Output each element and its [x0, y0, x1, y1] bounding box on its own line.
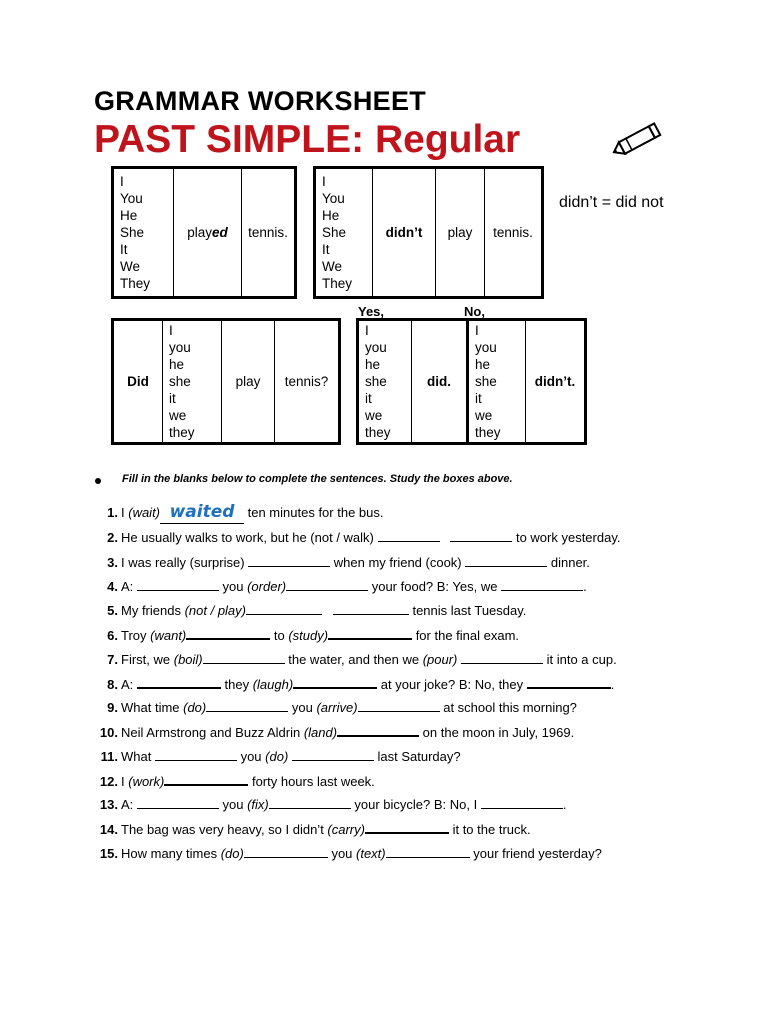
pronoun: you	[365, 340, 387, 355]
sentence-text: A:	[121, 579, 137, 594]
answer-blank[interactable]	[386, 845, 470, 858]
sentence-number: 2.	[107, 530, 118, 545]
sentence-text: last Saturday?	[373, 749, 461, 764]
sentence-15	[92, 845, 602, 861]
pronoun: they	[169, 425, 195, 440]
sentence-text: The bag was very heavy, so I didn’t	[121, 822, 328, 837]
answer-blank[interactable]	[286, 578, 368, 591]
pronoun: I	[365, 323, 369, 338]
sentence-text: forty hours last week.	[248, 774, 375, 789]
verb-cue: (boil)	[173, 652, 203, 667]
answer-blank[interactable]	[481, 796, 563, 809]
sentence-text: What	[121, 749, 155, 764]
sentence-number: 1.	[107, 505, 118, 520]
negative-pronouns	[315, 168, 373, 298]
pronoun: They	[322, 276, 353, 291]
answer-blank[interactable]: waited	[160, 505, 244, 524]
sentence-text: dinner.	[547, 555, 590, 570]
sentence-text: you	[218, 797, 248, 812]
sentence-text: to	[270, 628, 289, 643]
verb-cue: (carry)	[327, 822, 365, 837]
answer-blank[interactable]	[269, 796, 351, 809]
answer-blank[interactable]	[465, 554, 547, 567]
sentence-number: 5.	[107, 603, 118, 618]
negative-verb: play	[436, 168, 485, 298]
sentence-number: 9.	[107, 700, 118, 715]
sentence-text: you	[288, 700, 317, 715]
answer-blank[interactable]	[137, 796, 219, 809]
sentence-text: your food? B: Yes, we	[368, 579, 502, 594]
question-table	[111, 318, 341, 445]
sentence-text: .	[610, 677, 615, 692]
sentence-12	[92, 772, 375, 789]
sentence-text: you	[327, 846, 357, 861]
pronoun: it	[475, 391, 482, 406]
answer-blank[interactable]	[501, 578, 583, 591]
pronoun: you	[169, 340, 191, 355]
sentence-text: the water, and then we	[284, 652, 423, 667]
pronoun: She	[322, 225, 347, 240]
sentence-text: on the moon in July, 1969.	[419, 725, 575, 740]
worksheet-title: GRAMMAR WORKSHEET	[94, 86, 427, 116]
answer-blank[interactable]	[450, 529, 512, 542]
pronoun: we	[475, 408, 493, 423]
pronoun: He	[322, 208, 340, 223]
verb-cue: (not / play)	[184, 603, 246, 618]
sentence-8	[92, 675, 614, 692]
sentence-text: at school this morning?	[439, 700, 577, 715]
answer-blank[interactable]	[378, 529, 440, 542]
sentence-number: 7.	[107, 652, 118, 667]
pronoun: it	[169, 391, 176, 406]
answer-blank[interactable]	[246, 602, 322, 615]
sentence-number: 3.	[107, 555, 118, 570]
sentence-text: to work yesterday.	[512, 530, 621, 545]
pronoun: you	[475, 340, 497, 355]
sentence-text: A:	[121, 677, 137, 692]
sentence-text: tennis last Tuesday.	[408, 603, 527, 618]
verb-cue: (want)	[150, 628, 187, 643]
sentence-number: 8.	[107, 677, 118, 692]
pronoun: I	[475, 323, 479, 338]
yes-aux: did.	[412, 320, 468, 444]
question-object: tennis?	[275, 320, 340, 444]
verb-cue: (order)	[247, 579, 287, 594]
pronoun: they	[475, 425, 501, 440]
sentence-text: He usually walks to work, but he (not / walk)	[121, 530, 378, 545]
pronoun: he	[475, 357, 491, 372]
negative-table	[313, 166, 544, 299]
pronoun: it	[365, 391, 372, 406]
sentence-text: Troy	[121, 628, 151, 643]
sentence-1	[92, 502, 384, 524]
answer-blank[interactable]	[164, 772, 248, 786]
verb-suffix: ed	[212, 225, 228, 240]
answer-blank[interactable]	[293, 675, 377, 689]
sentence-2	[92, 529, 620, 545]
pronoun: It	[322, 242, 330, 257]
answer-blank[interactable]	[365, 820, 449, 834]
verb-cue: (do)	[183, 700, 207, 715]
verb-cue: (land)	[303, 725, 338, 740]
sentence-3	[92, 554, 590, 570]
pronoun: we	[169, 408, 187, 423]
pronoun: You	[322, 191, 345, 206]
sentence-text: you	[236, 749, 266, 764]
answer-blank[interactable]	[461, 651, 543, 664]
answer-blank[interactable]	[137, 675, 221, 689]
sentence-number: 4.	[107, 579, 118, 594]
sentence-4	[92, 578, 587, 594]
answer-blank[interactable]	[137, 578, 219, 591]
sentence-11	[92, 748, 461, 764]
sentence-number: 14.	[99, 822, 118, 837]
sentence-text: I	[121, 505, 129, 520]
answer-blank[interactable]	[186, 626, 270, 640]
pronoun: I	[120, 174, 124, 189]
yes-pronouns	[358, 320, 412, 444]
pronoun: we	[365, 408, 383, 423]
pronoun: They	[120, 276, 151, 291]
verb-base: play	[187, 225, 212, 240]
sentence-text: it into a cup.	[543, 652, 617, 667]
sentence-text: it to the truck.	[448, 822, 531, 837]
sentence-5	[92, 602, 526, 618]
verb-cue: (arrive)	[316, 700, 358, 715]
pronoun: He	[120, 208, 138, 223]
pencil-icon	[610, 118, 666, 162]
yes-label: Yes,	[358, 304, 385, 319]
answer-blank[interactable]	[333, 602, 409, 615]
sentence-text: I was really (surprise)	[121, 555, 249, 570]
sentence-text: First, we	[121, 652, 174, 667]
sentence-number: 13.	[99, 797, 118, 812]
affirmative-verb	[174, 168, 242, 298]
question-verb: play	[222, 320, 275, 444]
verb-cue: (do)	[220, 846, 244, 861]
didnt-note: didn’t = did not	[559, 194, 664, 211]
verb-cue: (wait)	[128, 505, 161, 520]
pronoun: she	[475, 374, 497, 389]
sentence-text: for the final exam.	[412, 628, 520, 643]
answer-blank[interactable]	[206, 699, 288, 712]
instructions: Fill in the blanks below to complete the sentences. Study the boxes above.	[122, 473, 513, 485]
answer-blank[interactable]	[155, 748, 237, 761]
pronoun: You	[120, 191, 143, 206]
sentence-13	[92, 796, 566, 812]
answer-blank[interactable]	[358, 699, 440, 712]
sentence-text: Neil Armstrong and Buzz Aldrin	[121, 725, 304, 740]
sentence-text: your bicycle? B: No, I	[350, 797, 481, 812]
pronoun: I	[322, 174, 326, 189]
pronoun: We	[322, 259, 343, 274]
pronoun: It	[120, 242, 128, 257]
sentence-6	[92, 626, 519, 643]
answer-blank[interactable]	[328, 626, 412, 640]
sentence-text: at your joke? B: No, they	[377, 677, 527, 692]
sentence-number: 6.	[107, 628, 118, 643]
negative-aux: didn’t	[373, 168, 436, 298]
sentence-number: 15.	[99, 846, 118, 861]
sentence-10	[92, 723, 574, 740]
sentence-14	[92, 820, 531, 837]
no-aux: didn’t.	[526, 320, 586, 444]
sentence-text: ten minutes for the bus.	[244, 505, 384, 520]
sentence-text: you	[218, 579, 248, 594]
sentence-text: I	[121, 774, 129, 789]
sentence-number: 12.	[99, 774, 118, 789]
no-label: No,	[464, 304, 485, 319]
verb-cue: (fix)	[247, 797, 269, 812]
sentence-text: .	[562, 797, 567, 812]
sentence-text: they	[220, 677, 253, 692]
pronoun: they	[365, 425, 391, 440]
verb-cue: (laugh)	[252, 677, 294, 692]
no-pronouns	[468, 320, 526, 444]
sentence-number: 10.	[99, 725, 118, 740]
question-pronouns	[163, 320, 222, 444]
pronoun: She	[120, 225, 145, 240]
affirmative-object: tennis.	[242, 168, 296, 298]
sentence-text: How many times	[121, 846, 221, 861]
verb-cue: (study)	[288, 628, 329, 643]
verb-cue: (pour)	[422, 652, 458, 667]
pronoun: I	[169, 323, 173, 338]
negative-object: tennis.	[485, 168, 543, 298]
answer-blank[interactable]	[244, 845, 328, 858]
sentence-text: What time	[121, 700, 184, 715]
sentence-text: .	[583, 579, 587, 594]
sentence-text: A:	[121, 797, 137, 812]
answer-blank[interactable]	[248, 554, 330, 567]
affirmative-pronouns	[113, 168, 174, 298]
answer-blank[interactable]	[527, 675, 611, 689]
worksheet-subtitle: PAST SIMPLE: Regular	[94, 118, 521, 161]
answer-blank[interactable]	[203, 651, 285, 664]
affirmative-table	[111, 166, 297, 299]
verb-cue: (text)	[356, 846, 386, 861]
pronoun: she	[169, 374, 191, 389]
sentence-text: your friend yesterday?	[469, 846, 602, 861]
sentence-text: My friends	[121, 603, 185, 618]
bullet-icon	[95, 478, 101, 484]
question-aux: Did	[113, 320, 163, 444]
verb-cue: (work)	[128, 774, 165, 789]
pronoun: he	[169, 357, 185, 372]
verb-cue: (do)	[265, 749, 289, 764]
short-answer-table	[356, 318, 587, 445]
answer-blank[interactable]	[337, 723, 419, 737]
answer-blank[interactable]	[292, 748, 374, 761]
sentence-text: when my friend (cook)	[330, 555, 466, 570]
pronoun: We	[120, 259, 141, 274]
sentence-number: 11.	[100, 749, 118, 764]
pronoun: he	[365, 357, 381, 372]
sentence-7	[92, 651, 617, 667]
pronoun: she	[365, 374, 387, 389]
sentence-9	[92, 699, 577, 715]
